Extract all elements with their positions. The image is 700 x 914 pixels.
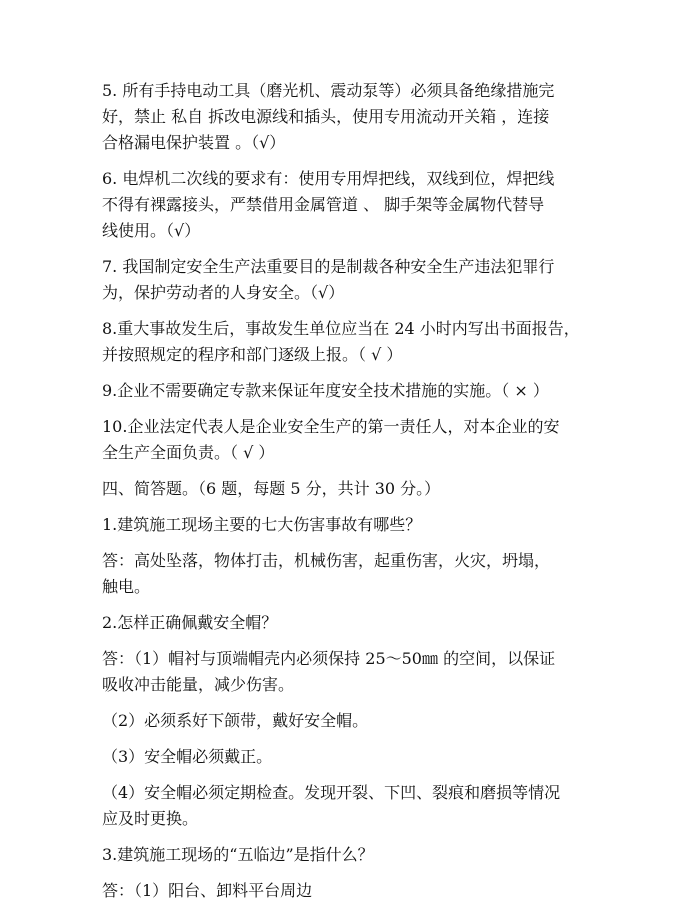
text-line: 2.怎样正确佩戴安全帽？ xyxy=(102,613,278,632)
text-line: 9.企业不需要确定专款来保证年度安全技术措施的实施。（ × ） xyxy=(102,381,549,400)
answer-2-part-4 xyxy=(102,780,602,832)
short-question-3 xyxy=(102,842,602,868)
answer-2-part-3 xyxy=(102,744,602,770)
answer-2-part-2 xyxy=(102,708,602,734)
text-line: 7. 我国制定安全生产法重要目的是制裁各种安全生产违法犯罪行 xyxy=(102,257,555,276)
text-line: 不得有裸露接头，严禁借用金属管道 、 脚手架等金属物代替导 xyxy=(102,195,545,214)
text-line: 答：（1）阳台、卸料平台周边 xyxy=(102,881,313,900)
text-line: 应及时更换。 xyxy=(102,809,199,828)
question-7 xyxy=(102,254,602,306)
text-line: （3）安全帽必须戴正。 xyxy=(102,747,273,766)
text-line: 好，禁止 私自 拆改电源线和插头，使用专用流动开关箱 ，连接 xyxy=(102,107,550,126)
text-line: 触电。 xyxy=(102,577,151,596)
question-9 xyxy=(102,378,602,404)
document-body xyxy=(102,78,602,914)
text-line: 1.建筑施工现场主要的七大伤害事故有哪些？ xyxy=(102,515,422,534)
text-line: 8.重大事故发生后，事故发生单位应当在 24 小时内写出书面报告， xyxy=(102,319,580,338)
section-heading xyxy=(102,476,602,502)
text-line: 答：（1）帽衬与顶端帽壳内必须保持 25～50㎜ 的空间，以保证 xyxy=(102,649,556,668)
short-question-1 xyxy=(102,512,602,538)
short-question-2 xyxy=(102,610,602,636)
question-6 xyxy=(102,166,602,244)
text-line: 合格漏电保护装置 。（√） xyxy=(102,133,286,152)
answer-3-part-1 xyxy=(102,878,602,904)
question-10 xyxy=(102,414,602,466)
text-line: 10.企业法定代表人是企业安全生产的第一责任人，对本企业的安 xyxy=(102,417,560,436)
text-line: 5. 所有手持电动工具（磨光机、震动泵等）必须具备绝缘措施完 xyxy=(102,81,555,100)
text-line: 四、简答题。（6 题，每题 5 分，共计 30 分。） xyxy=(102,479,441,498)
text-line: 6. 电焊机二次线的要求有：使用专用焊把线，双线到位，焊把线 xyxy=(102,169,555,188)
text-line: 线使用。（√） xyxy=(102,221,201,240)
text-line: 全生产全面负责。（ √ ） xyxy=(102,443,275,462)
answer-1 xyxy=(102,548,602,600)
text-line: 为，保护劳动者的人身安全。（√） xyxy=(102,283,345,302)
text-line: 并按照规定的程序和部门逐级上报。（ √ ） xyxy=(102,345,403,364)
answer-2-part-1 xyxy=(102,646,602,698)
text-line: 吸收冲击能量，减少伤害。 xyxy=(102,675,295,694)
question-8 xyxy=(102,316,602,368)
text-line: 答：高处坠落，物体打击，机械伤害，起重伤害，火灾，坍塌， xyxy=(102,551,551,570)
text-line: （4）安全帽必须定期检查。发现开裂、下凹、裂痕和磨损等情况 xyxy=(102,783,561,802)
text-line: 3.建筑施工现场的“五临边”是指什么？ xyxy=(102,845,374,864)
text-line: （2）必须系好下颌带，戴好安全帽。 xyxy=(102,711,369,730)
question-5 xyxy=(102,78,602,156)
